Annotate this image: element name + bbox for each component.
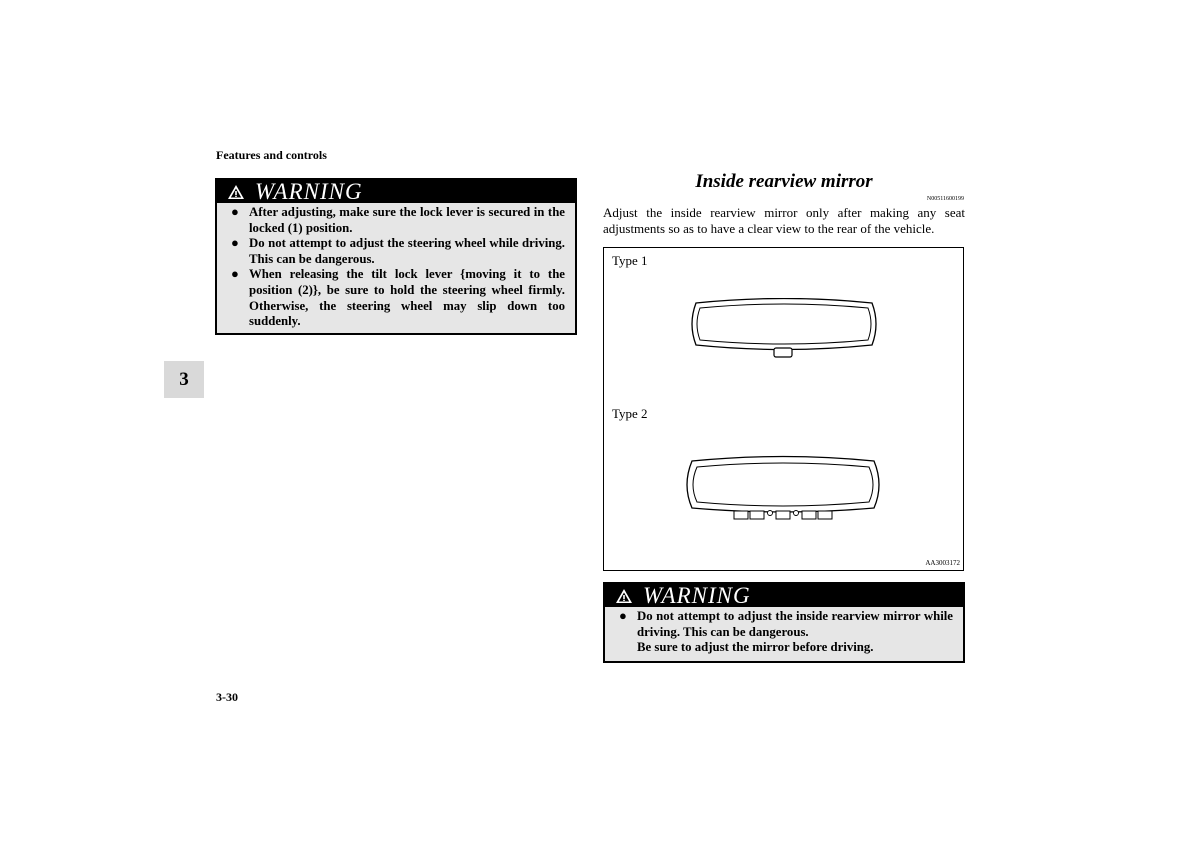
mirror-type2-illustration [678,455,888,523]
section-header: Features and controls [216,148,327,162]
warning-triangle-icon [615,588,633,604]
section-title: Inside rearview mirror [695,171,873,192]
warning-box-mirror [603,582,965,663]
mirror-type1-illustration [684,298,884,363]
list-item: ● When releasing the tilt lock lever {moving it to the position (2)}, be sure to hold the steering wheel firmly. Otherwise, the steering wheel may slip down too suddenly. [231,266,565,329]
section-code: N00511600199 [926,196,964,202]
warning-title: WARNING [255,179,363,204]
list-item: ● After adjusting, make sure the lock lever is secured in the locked (1) position. [231,204,565,235]
page-number: 3-30 [216,690,238,704]
bullet-icon: ● [231,266,239,282]
warning-triangle-icon [227,184,245,200]
warning-title: WARNING [643,583,751,608]
bullet-icon: ● [231,235,239,251]
type1-label: Type 1 [612,253,648,268]
type2-label: Type 2 [612,406,648,421]
bullet-icon: ● [231,204,239,219]
warning-list [605,607,963,658]
mirror-figure [603,247,964,571]
list-item: ● Do not attempt to adjust the steering wheel while driving. This can be dangerous. [231,235,565,266]
warning-header [217,180,575,203]
bullet-icon: ● [619,608,627,623]
warning-box-steering [215,178,577,335]
chapter-tab: 3 [164,361,204,398]
warning-header [605,584,963,607]
figure-code: AA3003172 [925,559,960,567]
section-body: Adjust the inside rearview mirror only after making any seat adjustments so as to have a clear view to the rear of the vehicle. [603,205,965,236]
list-item: ● Do not attempt to adjust the inside rearview mirror while driving. This can be dangerous. Be sure to adjust the mirror before driving. [619,608,953,655]
warning-list [217,203,575,332]
